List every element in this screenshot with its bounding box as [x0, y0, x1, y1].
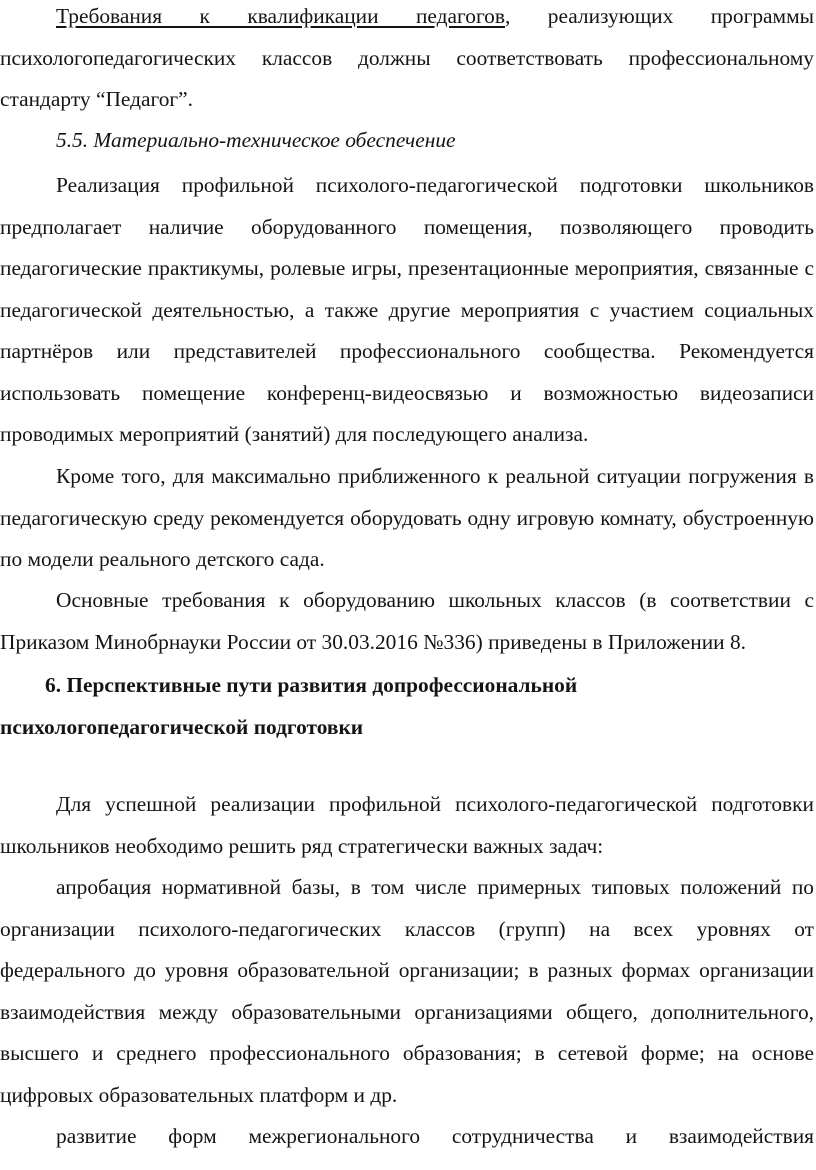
paragraph-requirements-order: Основные требования к оборудованию школьных классов (в соответствии с Приказом Минобрнауки России от 30.03.2016 №336) приведены в Приложении 8.: [0, 588, 814, 654]
section-heading-5-5: 5.5. Материально-техническое обеспечение: [56, 128, 456, 152]
paragraph-interregional: развитие форм межрегионального сотрудничества и взаимодействия: [56, 1124, 814, 1148]
paragraph-continuation: , реализующих программы психологопедагогических классов должны соответствовать профессиональному стандарту “Педагог”.: [0, 4, 814, 111]
underlined-phrase: Требования к квалификации педагогов: [56, 4, 505, 28]
paragraph-strategic-tasks: Для успешной реализации профильной психолого-педагогической подготовки школьников необходимо решить ряд стратегически важных задач:: [0, 792, 814, 858]
paragraph-normative-base: апробация нормативной базы, в том числе примерных типовых положений по организации психолого-педагогических классов (групп) на всех уровнях от федерального до уровня образовательной организации; в разных формах организации взаимодействия между образовательными организациями общего, дополнительного, высшего и среднего профессионального образования; в сетевой форме; на основе цифровых образовательных платформ и др.: [0, 875, 814, 1107]
section-heading-6-line2: психологопедагогической подготовки: [0, 715, 364, 739]
paragraph-equipment-room: Реализация профильной психолого-педагогической подготовки школьников предполагает наличие оборудованного помещения, позволяющего проводить педагогические практикумы, ролевые игры, презентационные мероприятия, связанные с педагогической деятельностью, а также другие мероприятия с участием социальных партнёров или представителей профессионального сообщества. Рекомендуется использовать помещение конференц-видеосвязью и возможностью видеозаписи проводимых мероприятий (занятий) для последующего анализа.: [0, 173, 814, 446]
section-heading-6-line1: 6. Перспективные пути развития допрофессиональной: [45, 673, 578, 697]
paragraph-game-room: Кроме того, для максимально приближенного к реальной ситуации погружения в педагогическую среду рекомендуется оборудовать одну игровую комнату, обустроенную по модели реального детского сада.: [0, 464, 814, 571]
paragraph-teacher-requirements: [0, 0, 814, 121]
